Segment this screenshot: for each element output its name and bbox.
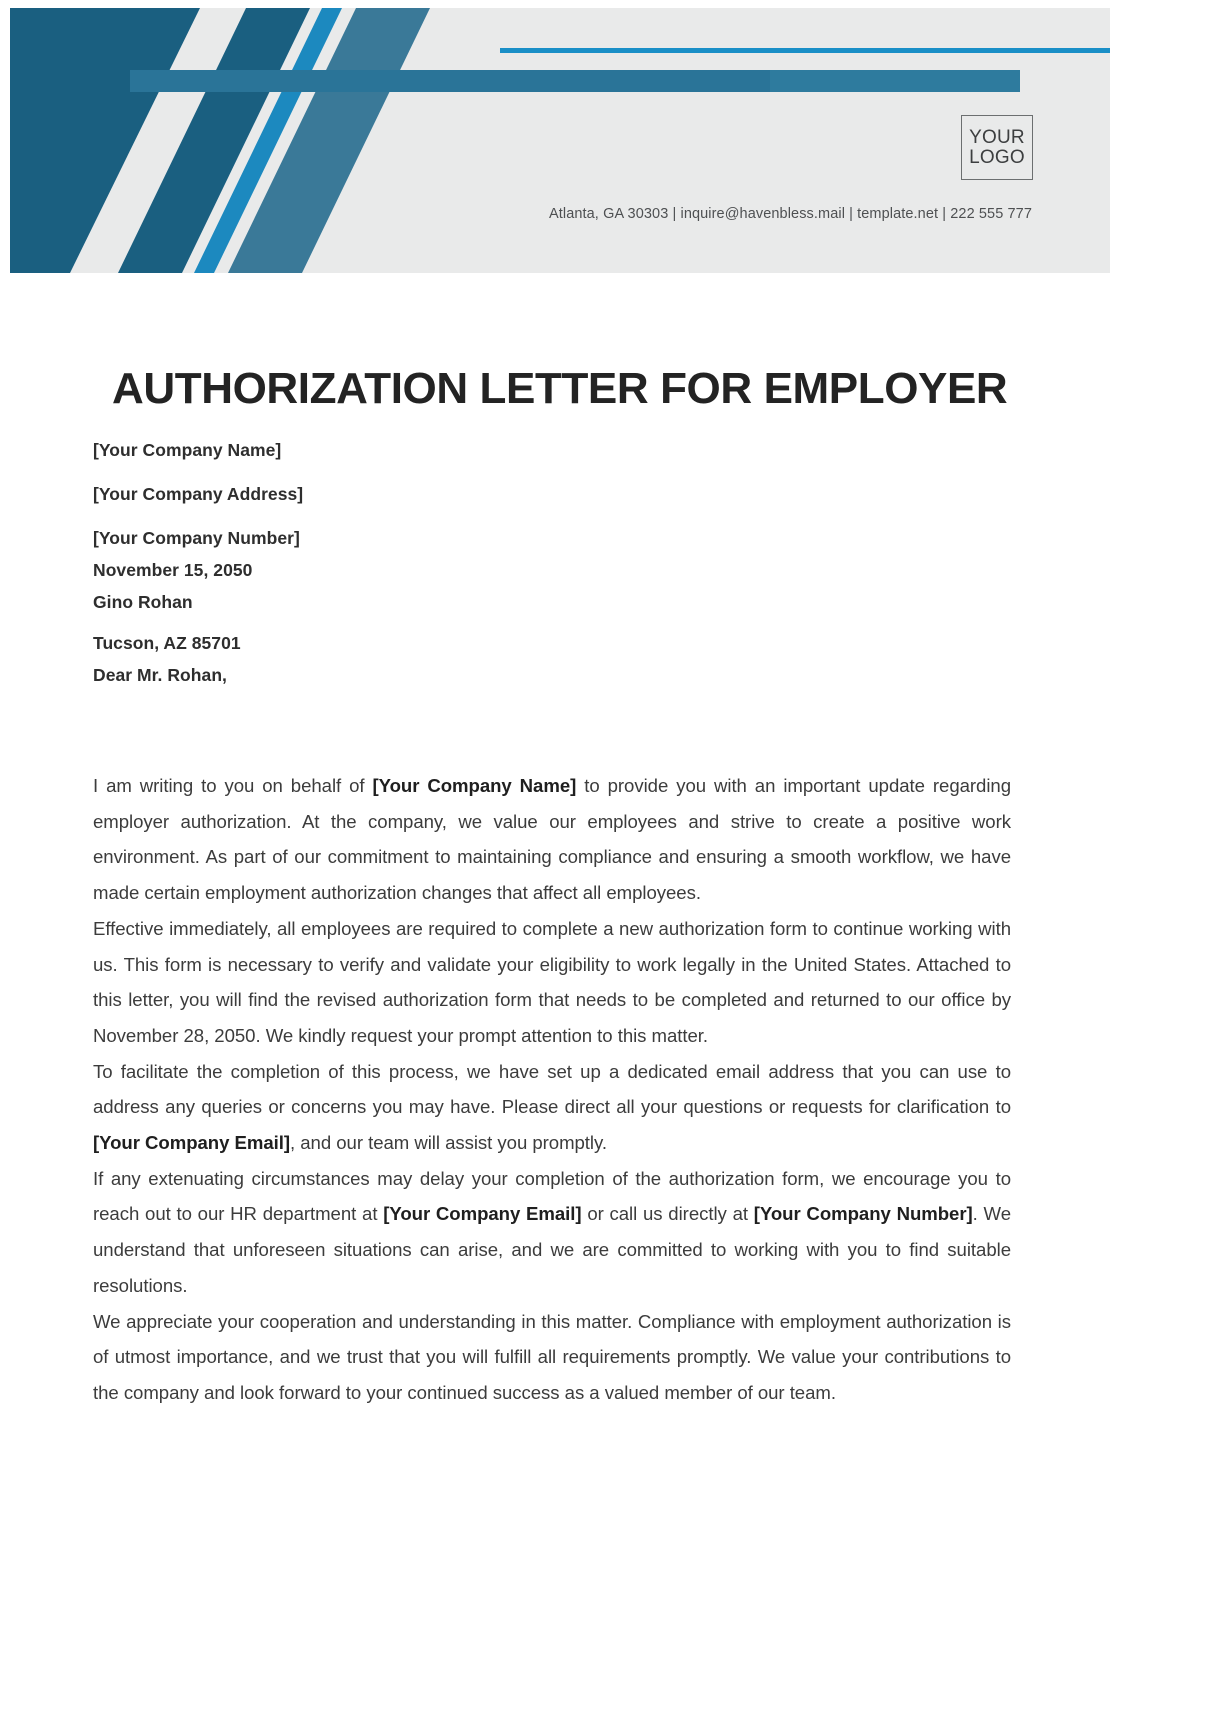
salutation: Dear Mr. Rohan,: [93, 665, 227, 685]
p4-placeholder-company-email: [Your Company Email]: [383, 1203, 582, 1225]
p1-text-1: I am writing to you on behalf of: [93, 775, 373, 796]
address-block: [93, 440, 613, 686]
letter-date: November 15, 2050: [93, 560, 253, 580]
company-name: [Your Company Name]: [93, 440, 282, 460]
header-decoration: [10, 8, 1110, 273]
company-number: [Your Company Number]: [93, 528, 300, 548]
body-paragraph-4: [93, 1161, 1011, 1304]
body-paragraph-1: [93, 768, 1011, 911]
page-title: AUTHORIZATION LETTER FOR EMPLOYER: [112, 364, 1008, 413]
letter-body: [93, 768, 1011, 1411]
p3-text-2: , and our team will assist you promptly.: [290, 1132, 607, 1154]
company-address: [Your Company Address]: [93, 484, 304, 504]
p3-placeholder-company-email: [Your Company Email]: [93, 1132, 291, 1154]
body-paragraph-5: We appreciate your cooperation and understanding in this matter. Compliance with employment authorization is of utmost importance, and we trust that you will fulfill all requirements promptly. We value your contributions to the company and look forward to your continued success as a valued member of our team.: [93, 1310, 1011, 1403]
p4-placeholder-company-number: [Your Company Number]: [753, 1203, 973, 1225]
p1-placeholder-company-name: [Your Company Name]: [372, 775, 577, 796]
body-paragraph-2: Effective immediately, all employees are required to complete a new authorization form to continue working with us. This form is necessary to verify and validate your eligibility to work legally in the United States. Attached to this letter, you will find the revised authorization form that needs to be completed and returned to our office by November 28, 2050. We kindly request your prompt attention to this matter.: [93, 917, 1011, 1046]
logo-line-2: LOGO: [969, 146, 1025, 168]
recipient-city: Tucson, AZ 85701: [93, 633, 241, 653]
p4-text-2: or call us directly at: [581, 1203, 754, 1225]
p1-text-2: to provide you with an important update regarding employer authorization. At the company, we value our employees and strive to create a positive work environment. As part of our commitment to maintaining compliance and ensuring a smooth workflow, we have made certain employment authorization changes that affect all employees.: [93, 775, 1012, 904]
logo-placeholder: [961, 115, 1033, 180]
p3-text-1: To facilitate the completion of this process, we have set up a dedicated email address that you can use to address any queries or concerns you may have. Please direct all your questions or requests for clarification to: [93, 1060, 1011, 1118]
p4-text-3: . We understand that unforeseen situations can arise, and we are committed to working with you to find suitable resolutions.: [93, 1203, 1012, 1296]
body-paragraph-3: [93, 1054, 1011, 1161]
letterhead-header: [10, 8, 1110, 273]
recipient-name: Gino Rohan: [93, 592, 193, 612]
p4-text-1: If any extenuating circumstances may delay your completion of the authorization form, we encourage you to reach out to our HR department at: [93, 1167, 1011, 1225]
contact-info: Atlanta, GA 30303 | inquire@havenbless.mail | template.net | 222 555 777: [548, 206, 1032, 222]
logo-line-1: YOUR: [969, 126, 1025, 148]
